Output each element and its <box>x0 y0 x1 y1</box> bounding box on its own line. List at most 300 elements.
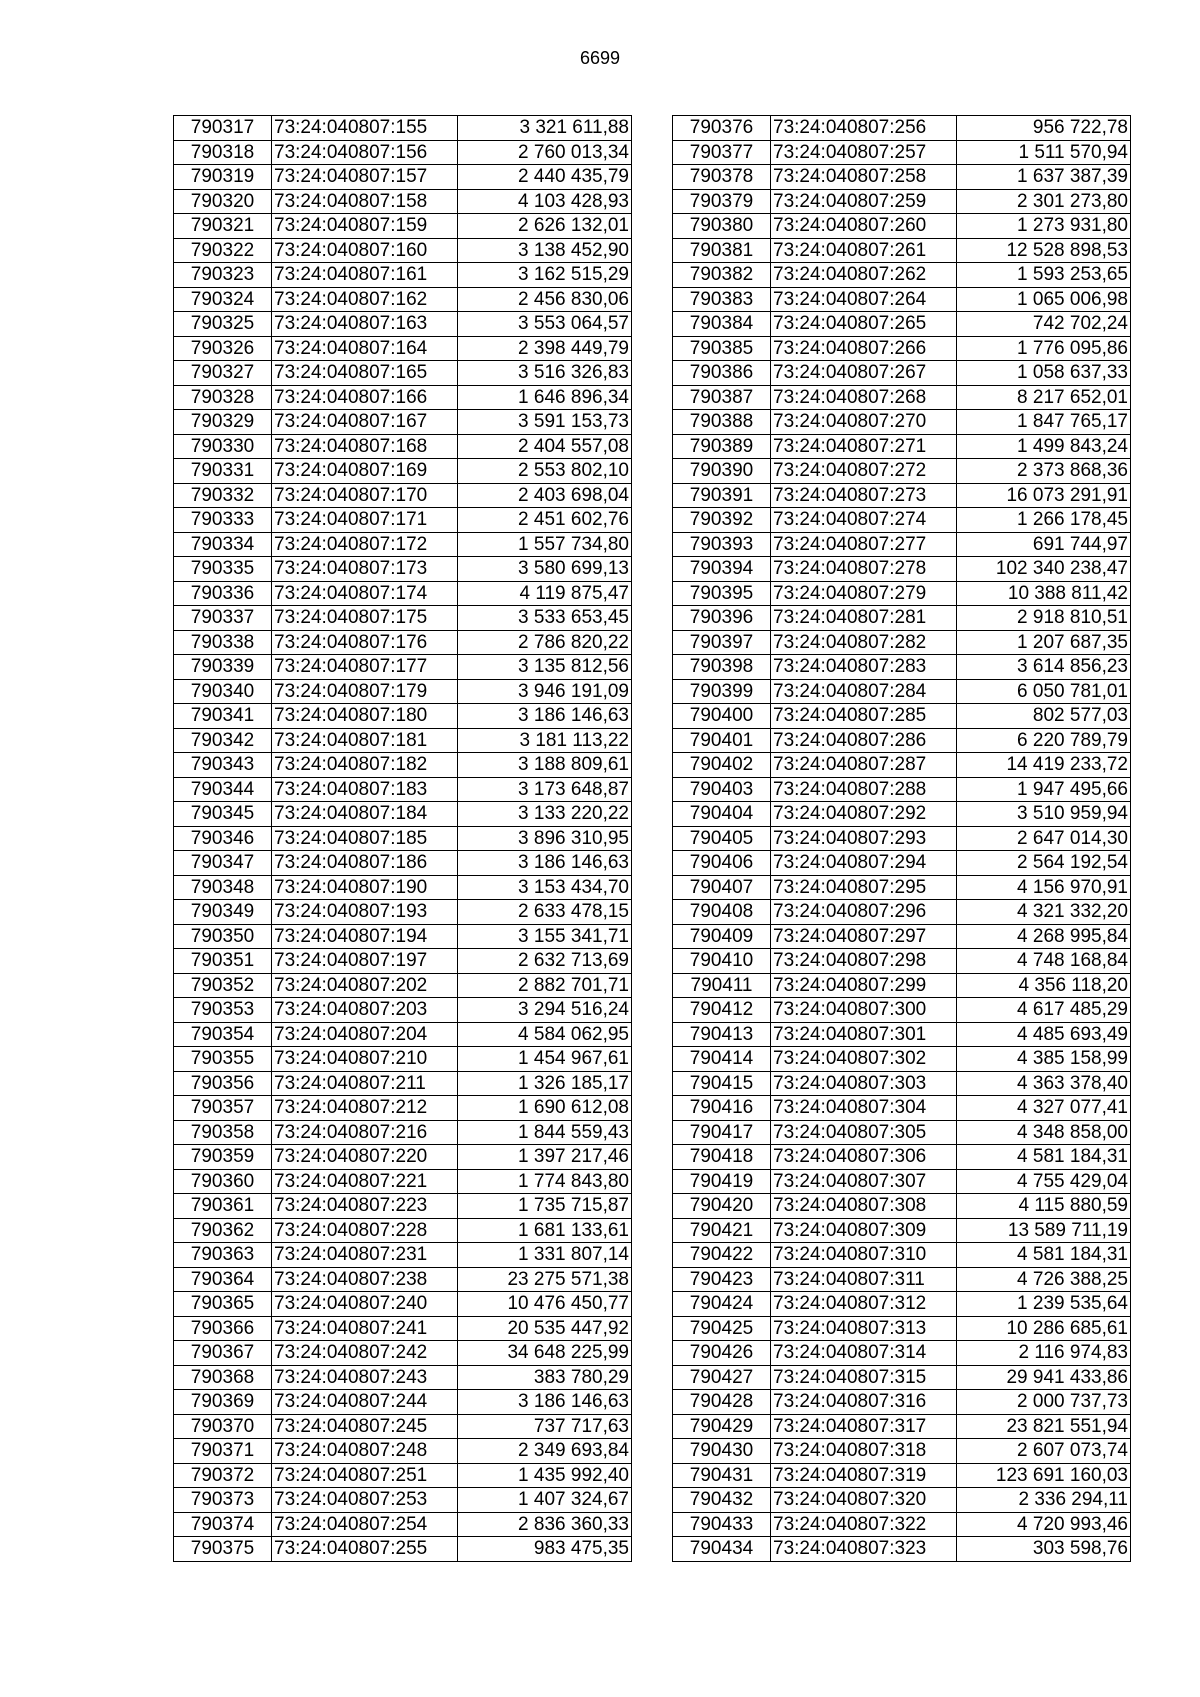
value-cell: 123 691 160,03 <box>957 1463 1131 1488</box>
value-cell: 14 419 233,72 <box>957 753 1131 778</box>
cadastral-number-cell: 73:24:040807:314 <box>771 1341 957 1366</box>
table-row <box>673 459 1131 484</box>
cadastral-number-cell: 73:24:040807:282 <box>771 630 957 655</box>
value-cell: 4 755 429,04 <box>957 1169 1131 1194</box>
row-id-cell: 790357 <box>174 1096 272 1121</box>
table-row <box>174 459 632 484</box>
row-id-cell: 790428 <box>673 1390 771 1415</box>
row-id-cell: 790376 <box>673 116 771 141</box>
cadastral-number-cell: 73:24:040807:168 <box>272 434 458 459</box>
row-id-cell: 790362 <box>174 1218 272 1243</box>
row-id-cell: 790327 <box>174 361 272 386</box>
value-cell: 8 217 652,01 <box>957 385 1131 410</box>
row-id-cell: 790334 <box>174 532 272 557</box>
row-id-cell: 790383 <box>673 287 771 312</box>
row-id-cell: 790425 <box>673 1316 771 1341</box>
value-cell: 3 321 611,88 <box>458 116 632 141</box>
row-id-cell: 790339 <box>174 655 272 680</box>
row-id-cell: 790361 <box>174 1194 272 1219</box>
table-row <box>174 851 632 876</box>
value-cell: 4 327 077,41 <box>957 1096 1131 1121</box>
value-cell: 3 188 809,61 <box>458 753 632 778</box>
value-cell: 2 398 449,79 <box>458 336 632 361</box>
cadastral-number-cell: 73:24:040807:264 <box>771 287 957 312</box>
cadastral-number-cell: 73:24:040807:262 <box>771 263 957 288</box>
table-row <box>174 410 632 435</box>
value-cell: 3 162 515,29 <box>458 263 632 288</box>
row-id-cell: 790324 <box>174 287 272 312</box>
table-row <box>174 655 632 680</box>
cadastral-number-cell: 73:24:040807:278 <box>771 557 957 582</box>
row-id-cell: 790393 <box>673 532 771 557</box>
row-id-cell: 790344 <box>174 777 272 802</box>
value-cell: 1 454 967,61 <box>458 1047 632 1072</box>
row-id-cell: 790322 <box>174 238 272 263</box>
row-id-cell: 790336 <box>174 581 272 606</box>
row-id-cell: 790429 <box>673 1414 771 1439</box>
row-id-cell: 790417 <box>673 1120 771 1145</box>
row-id-cell: 790338 <box>174 630 272 655</box>
table-row <box>673 1022 1131 1047</box>
cadastral-number-cell: 73:24:040807:301 <box>771 1022 957 1047</box>
cadastral-number-cell: 73:24:040807:304 <box>771 1096 957 1121</box>
value-cell: 2 403 698,04 <box>458 483 632 508</box>
cadastral-number-cell: 73:24:040807:193 <box>272 900 458 925</box>
row-id-cell: 790320 <box>174 189 272 214</box>
row-id-cell: 790407 <box>673 875 771 900</box>
row-id-cell: 790323 <box>174 263 272 288</box>
value-cell: 1 947 495,66 <box>957 777 1131 802</box>
value-cell: 6 220 789,79 <box>957 728 1131 753</box>
table-row <box>673 753 1131 778</box>
value-cell: 802 577,03 <box>957 704 1131 729</box>
table-row <box>673 1537 1131 1562</box>
value-cell: 23 275 571,38 <box>458 1267 632 1292</box>
cadastral-number-cell: 73:24:040807:277 <box>771 532 957 557</box>
cadastral-number-cell: 73:24:040807:161 <box>272 263 458 288</box>
cadastral-number-cell: 73:24:040807:286 <box>771 728 957 753</box>
table-row <box>673 483 1131 508</box>
cadastral-number-cell: 73:24:040807:316 <box>771 1390 957 1415</box>
cadastral-number-cell: 73:24:040807:176 <box>272 630 458 655</box>
row-id-cell: 790414 <box>673 1047 771 1072</box>
value-cell: 3 510 959,94 <box>957 802 1131 827</box>
cadastral-number-cell: 73:24:040807:202 <box>272 973 458 998</box>
row-id-cell: 790371 <box>174 1439 272 1464</box>
table-row <box>673 287 1131 312</box>
table-row <box>673 851 1131 876</box>
value-cell: 983 475,35 <box>458 1537 632 1562</box>
left-table <box>173 115 632 1562</box>
cadastral-number-cell: 73:24:040807:156 <box>272 140 458 165</box>
value-cell: 742 702,24 <box>957 312 1131 337</box>
value-cell: 4 356 118,20 <box>957 973 1131 998</box>
row-id-cell: 790377 <box>673 140 771 165</box>
value-cell: 2 456 830,06 <box>458 287 632 312</box>
cadastral-number-cell: 73:24:040807:244 <box>272 1390 458 1415</box>
row-id-cell: 790351 <box>174 949 272 974</box>
table-row <box>174 704 632 729</box>
table-row <box>174 1537 632 1562</box>
value-cell: 2 451 602,76 <box>458 508 632 533</box>
cadastral-number-cell: 73:24:040807:285 <box>771 704 957 729</box>
value-cell: 29 941 433,86 <box>957 1365 1131 1390</box>
value-cell: 1 239 535,64 <box>957 1292 1131 1317</box>
value-cell: 1 847 765,17 <box>957 410 1131 435</box>
value-cell: 1 207 687,35 <box>957 630 1131 655</box>
cadastral-number-cell: 73:24:040807:270 <box>771 410 957 435</box>
cadastral-number-cell: 73:24:040807:319 <box>771 1463 957 1488</box>
cadastral-number-cell: 73:24:040807:305 <box>771 1120 957 1145</box>
table-row <box>673 1341 1131 1366</box>
value-cell: 1 844 559,43 <box>458 1120 632 1145</box>
row-id-cell: 790406 <box>673 851 771 876</box>
value-cell: 4 103 428,93 <box>458 189 632 214</box>
value-cell: 2 373 868,36 <box>957 459 1131 484</box>
table-row <box>174 826 632 851</box>
value-cell: 3 181 113,22 <box>458 728 632 753</box>
table-row <box>673 508 1131 533</box>
cadastral-number-cell: 73:24:040807:245 <box>272 1414 458 1439</box>
table-row <box>673 704 1131 729</box>
cadastral-number-cell: 73:24:040807:216 <box>272 1120 458 1145</box>
row-id-cell: 790388 <box>673 410 771 435</box>
row-id-cell: 790363 <box>174 1243 272 1268</box>
row-id-cell: 790337 <box>174 606 272 631</box>
cadastral-number-cell: 73:24:040807:274 <box>771 508 957 533</box>
row-id-cell: 790389 <box>673 434 771 459</box>
value-cell: 2 349 693,84 <box>458 1439 632 1464</box>
table-row <box>673 189 1131 214</box>
table-row <box>673 1488 1131 1513</box>
value-cell: 3 186 146,63 <box>458 851 632 876</box>
row-id-cell: 790368 <box>174 1365 272 1390</box>
value-cell: 4 156 970,91 <box>957 875 1131 900</box>
value-cell: 10 476 450,77 <box>458 1292 632 1317</box>
cadastral-number-cell: 73:24:040807:261 <box>771 238 957 263</box>
table-row <box>174 924 632 949</box>
table-row <box>174 900 632 925</box>
cadastral-number-cell: 73:24:040807:259 <box>771 189 957 214</box>
table-row <box>673 900 1131 925</box>
value-cell: 3 516 326,83 <box>458 361 632 386</box>
row-id-cell: 790411 <box>673 973 771 998</box>
value-cell: 3 946 191,09 <box>458 679 632 704</box>
row-id-cell: 790397 <box>673 630 771 655</box>
table-row <box>174 1145 632 1170</box>
value-cell: 303 598,76 <box>957 1537 1131 1562</box>
row-id-cell: 790343 <box>174 753 272 778</box>
cadastral-number-cell: 73:24:040807:167 <box>272 410 458 435</box>
value-cell: 16 073 291,91 <box>957 483 1131 508</box>
row-id-cell: 790375 <box>174 1537 272 1562</box>
row-id-cell: 790341 <box>174 704 272 729</box>
value-cell: 1 690 612,08 <box>458 1096 632 1121</box>
cadastral-number-cell: 73:24:040807:311 <box>771 1267 957 1292</box>
value-cell: 2 404 557,08 <box>458 434 632 459</box>
table-row <box>174 116 632 141</box>
row-id-cell: 790412 <box>673 998 771 1023</box>
row-id-cell: 790347 <box>174 851 272 876</box>
value-cell: 1 499 843,24 <box>957 434 1131 459</box>
cadastral-number-cell: 73:24:040807:182 <box>272 753 458 778</box>
row-id-cell: 790386 <box>673 361 771 386</box>
row-id-cell: 790416 <box>673 1096 771 1121</box>
row-id-cell: 790370 <box>174 1414 272 1439</box>
cadastral-number-cell: 73:24:040807:288 <box>771 777 957 802</box>
table-row <box>673 998 1131 1023</box>
table-row <box>174 1463 632 1488</box>
value-cell: 1 058 637,33 <box>957 361 1131 386</box>
cadastral-number-cell: 73:24:040807:318 <box>771 1439 957 1464</box>
value-cell: 10 388 811,42 <box>957 581 1131 606</box>
table-row <box>174 1365 632 1390</box>
value-cell: 1 326 185,17 <box>458 1071 632 1096</box>
right-table-body <box>673 116 1131 1562</box>
value-cell: 4 321 332,20 <box>957 900 1131 925</box>
value-cell: 3 186 146,63 <box>458 704 632 729</box>
value-cell: 383 780,29 <box>458 1365 632 1390</box>
table-row <box>673 728 1131 753</box>
row-id-cell: 790348 <box>174 875 272 900</box>
cadastral-number-cell: 73:24:040807:211 <box>272 1071 458 1096</box>
row-id-cell: 790349 <box>174 900 272 925</box>
table-row <box>673 606 1131 631</box>
cadastral-number-cell: 73:24:040807:248 <box>272 1439 458 1464</box>
row-id-cell: 790400 <box>673 704 771 729</box>
table-row <box>174 875 632 900</box>
table-row <box>673 1145 1131 1170</box>
cadastral-number-cell: 73:24:040807:160 <box>272 238 458 263</box>
row-id-cell: 790380 <box>673 214 771 239</box>
cadastral-number-cell: 73:24:040807:313 <box>771 1316 957 1341</box>
value-cell: 1 435 992,40 <box>458 1463 632 1488</box>
table-row <box>174 753 632 778</box>
value-cell: 2 116 974,83 <box>957 1341 1131 1366</box>
table-row <box>673 1512 1131 1537</box>
table-row <box>174 434 632 459</box>
table-row <box>673 875 1131 900</box>
cadastral-number-cell: 73:24:040807:308 <box>771 1194 957 1219</box>
value-cell: 3 896 310,95 <box>458 826 632 851</box>
cadastral-number-cell: 73:24:040807:317 <box>771 1414 957 1439</box>
value-cell: 3 135 812,56 <box>458 655 632 680</box>
table-row <box>174 777 632 802</box>
table-row <box>673 949 1131 974</box>
value-cell: 3 133 220,22 <box>458 802 632 827</box>
table-row <box>174 508 632 533</box>
cadastral-number-cell: 73:24:040807:220 <box>272 1145 458 1170</box>
cadastral-number-cell: 73:24:040807:221 <box>272 1169 458 1194</box>
page-number: 6699 <box>579 48 621 68</box>
value-cell: 1 637 387,39 <box>957 165 1131 190</box>
cadastral-number-cell: 73:24:040807:312 <box>771 1292 957 1317</box>
value-cell: 2 000 737,73 <box>957 1390 1131 1415</box>
cadastral-number-cell: 73:24:040807:265 <box>771 312 957 337</box>
row-id-cell: 790426 <box>673 1341 771 1366</box>
row-id-cell: 790402 <box>673 753 771 778</box>
value-cell: 4 720 993,46 <box>957 1512 1131 1537</box>
cadastral-number-cell: 73:24:040807:257 <box>771 140 957 165</box>
value-cell: 3 153 434,70 <box>458 875 632 900</box>
cadastral-number-cell: 73:24:040807:203 <box>272 998 458 1023</box>
cadastral-number-cell: 73:24:040807:242 <box>272 1341 458 1366</box>
cadastral-number-cell: 73:24:040807:177 <box>272 655 458 680</box>
cadastral-number-cell: 73:24:040807:166 <box>272 385 458 410</box>
table-row <box>174 238 632 263</box>
cadastral-number-cell: 73:24:040807:223 <box>272 1194 458 1219</box>
cadastral-number-cell: 73:24:040807:292 <box>771 802 957 827</box>
value-cell: 2 301 273,80 <box>957 189 1131 214</box>
table-row <box>174 336 632 361</box>
value-cell: 3 591 153,73 <box>458 410 632 435</box>
value-cell: 2 882 701,71 <box>458 973 632 998</box>
table-row <box>673 410 1131 435</box>
table-row <box>174 1316 632 1341</box>
table-row <box>673 1120 1131 1145</box>
row-id-cell: 790331 <box>174 459 272 484</box>
table-row <box>673 1439 1131 1464</box>
table-row <box>673 116 1131 141</box>
cadastral-number-cell: 73:24:040807:170 <box>272 483 458 508</box>
table-row <box>174 1439 632 1464</box>
value-cell: 1 511 570,94 <box>957 140 1131 165</box>
table-row <box>673 777 1131 802</box>
row-id-cell: 790420 <box>673 1194 771 1219</box>
table-row <box>673 1365 1131 1390</box>
cadastral-number-cell: 73:24:040807:181 <box>272 728 458 753</box>
row-id-cell: 790415 <box>673 1071 771 1096</box>
value-cell: 1 273 931,80 <box>957 214 1131 239</box>
cadastral-number-cell: 73:24:040807:179 <box>272 679 458 704</box>
table-row <box>174 606 632 631</box>
row-id-cell: 790409 <box>673 924 771 949</box>
row-id-cell: 790385 <box>673 336 771 361</box>
table-row <box>174 1488 632 1513</box>
cadastral-number-cell: 73:24:040807:231 <box>272 1243 458 1268</box>
cadastral-number-cell: 73:24:040807:172 <box>272 532 458 557</box>
row-id-cell: 790335 <box>174 557 272 582</box>
row-id-cell: 790326 <box>174 336 272 361</box>
table-row <box>174 1047 632 1072</box>
table-row <box>174 1169 632 1194</box>
table-row <box>673 1267 1131 1292</box>
table-row <box>673 802 1131 827</box>
cadastral-number-cell: 73:24:040807:158 <box>272 189 458 214</box>
table-row <box>673 1414 1131 1439</box>
row-id-cell: 790360 <box>174 1169 272 1194</box>
value-cell: 3 580 699,13 <box>458 557 632 582</box>
table-row <box>174 1022 632 1047</box>
value-cell: 4 363 378,40 <box>957 1071 1131 1096</box>
row-id-cell: 790421 <box>673 1218 771 1243</box>
table-row <box>673 826 1131 851</box>
cadastral-number-cell: 73:24:040807:243 <box>272 1365 458 1390</box>
row-id-cell: 790355 <box>174 1047 272 1072</box>
cadastral-number-cell: 73:24:040807:165 <box>272 361 458 386</box>
value-cell: 1 735 715,87 <box>458 1194 632 1219</box>
value-cell: 2 836 360,33 <box>458 1512 632 1537</box>
row-id-cell: 790427 <box>673 1365 771 1390</box>
table-row <box>673 1292 1131 1317</box>
row-id-cell: 790403 <box>673 777 771 802</box>
value-cell: 2 336 294,11 <box>957 1488 1131 1513</box>
cadastral-number-cell: 73:24:040807:174 <box>272 581 458 606</box>
cadastral-number-cell: 73:24:040807:180 <box>272 704 458 729</box>
table-row <box>673 1194 1131 1219</box>
row-id-cell: 790359 <box>174 1145 272 1170</box>
cadastral-number-cell: 73:24:040807:315 <box>771 1365 957 1390</box>
row-id-cell: 790350 <box>174 924 272 949</box>
value-cell: 1 557 734,80 <box>458 532 632 557</box>
cadastral-number-cell: 73:24:040807:310 <box>771 1243 957 1268</box>
row-id-cell: 790318 <box>174 140 272 165</box>
cadastral-number-cell: 73:24:040807:287 <box>771 753 957 778</box>
table-row <box>673 140 1131 165</box>
row-id-cell: 790391 <box>673 483 771 508</box>
cadastral-number-cell: 73:24:040807:295 <box>771 875 957 900</box>
value-cell: 23 821 551,94 <box>957 1414 1131 1439</box>
cadastral-number-cell: 73:24:040807:309 <box>771 1218 957 1243</box>
cadastral-number-cell: 73:24:040807:298 <box>771 949 957 974</box>
cadastral-number-cell: 73:24:040807:299 <box>771 973 957 998</box>
value-cell: 2 632 713,69 <box>458 949 632 974</box>
table-row <box>673 1071 1131 1096</box>
cadastral-number-cell: 73:24:040807:297 <box>771 924 957 949</box>
table-row <box>174 361 632 386</box>
table-row <box>673 336 1131 361</box>
row-id-cell: 790432 <box>673 1488 771 1513</box>
value-cell: 2 633 478,15 <box>458 900 632 925</box>
table-row <box>174 263 632 288</box>
row-id-cell: 790395 <box>673 581 771 606</box>
value-cell: 3 614 856,23 <box>957 655 1131 680</box>
row-id-cell: 790381 <box>673 238 771 263</box>
table-row <box>174 1120 632 1145</box>
cadastral-number-cell: 73:24:040807:157 <box>272 165 458 190</box>
table-row <box>673 1047 1131 1072</box>
cadastral-number-cell: 73:24:040807:267 <box>771 361 957 386</box>
value-cell: 3 533 653,45 <box>458 606 632 631</box>
cadastral-number-cell: 73:24:040807:254 <box>272 1512 458 1537</box>
table-row <box>673 263 1131 288</box>
cadastral-number-cell: 73:24:040807:194 <box>272 924 458 949</box>
table-row <box>673 630 1131 655</box>
table-row <box>174 1194 632 1219</box>
row-id-cell: 790356 <box>174 1071 272 1096</box>
row-id-cell: 790396 <box>673 606 771 631</box>
cadastral-number-cell: 73:24:040807:212 <box>272 1096 458 1121</box>
value-cell: 3 173 648,87 <box>458 777 632 802</box>
cadastral-number-cell: 73:24:040807:260 <box>771 214 957 239</box>
value-cell: 3 138 452,90 <box>458 238 632 263</box>
cadastral-number-cell: 73:24:040807:256 <box>771 116 957 141</box>
row-id-cell: 790405 <box>673 826 771 851</box>
row-id-cell: 790399 <box>673 679 771 704</box>
value-cell: 1 646 896,34 <box>458 385 632 410</box>
cadastral-number-cell: 73:24:040807:307 <box>771 1169 957 1194</box>
cadastral-number-cell: 73:24:040807:171 <box>272 508 458 533</box>
cadastral-number-cell: 73:24:040807:306 <box>771 1145 957 1170</box>
row-id-cell: 790333 <box>174 508 272 533</box>
value-cell: 1 593 253,65 <box>957 263 1131 288</box>
row-id-cell: 790367 <box>174 1341 272 1366</box>
row-id-cell: 790340 <box>174 679 272 704</box>
value-cell: 34 648 225,99 <box>458 1341 632 1366</box>
cadastral-number-cell: 73:24:040807:162 <box>272 287 458 312</box>
table-row <box>673 532 1131 557</box>
value-cell: 6 050 781,01 <box>957 679 1131 704</box>
